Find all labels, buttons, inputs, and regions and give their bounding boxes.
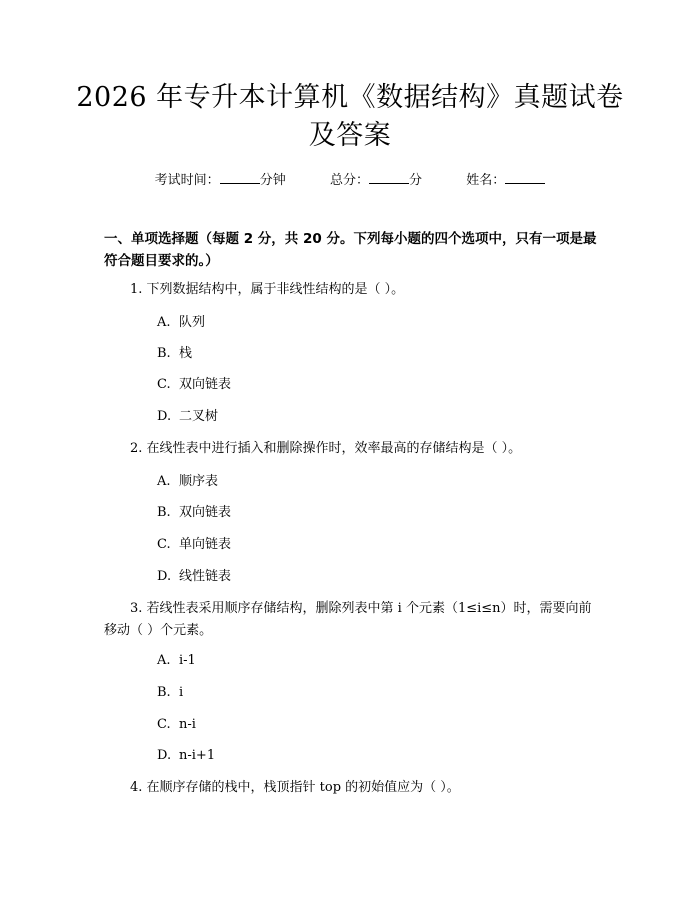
time-blank [220, 172, 260, 184]
option-text: n-i+1 [179, 748, 216, 763]
question-2: 2. 在线性表中进行插入和删除操作时，效率最高的存储结构是（ ）。 [130, 441, 522, 456]
score-label: 总分： [329, 173, 369, 188]
question-1-option-d [157, 408, 218, 426]
option-text: 栈 [179, 346, 193, 361]
score-unit: 分 [409, 173, 423, 188]
exam-title-line2: 及答案 [308, 120, 392, 151]
option-letter: A. [157, 653, 171, 668]
option-letter: C. [157, 377, 171, 392]
exam-title-line1: 2026 年专升本计算机《数据结构》真题试卷 [76, 82, 624, 113]
option-text: 单向链表 [179, 537, 232, 552]
question-4: 4. 在顺序存储的栈中，栈顶指针 top 的初始值应为（ ）。 [130, 780, 460, 795]
exam-meta [0, 169, 700, 188]
question-1-option-c [157, 376, 231, 394]
option-text: 线性链表 [179, 569, 232, 584]
question-2-option-a [157, 473, 218, 491]
question-2-option-d [157, 568, 231, 586]
question-2-option-b [157, 504, 231, 522]
question-3-option-a [157, 652, 196, 670]
option-letter: A. [157, 474, 171, 489]
option-text: 顺序表 [179, 474, 219, 489]
option-letter: D. [157, 409, 172, 424]
question-2-option-c [157, 536, 231, 554]
option-letter: D. [157, 748, 172, 763]
time-unit: 分钟 [259, 173, 286, 188]
question-3-option-b [157, 684, 183, 702]
option-text: i-1 [179, 653, 196, 668]
option-text: 双向链表 [179, 377, 232, 392]
option-text: 双向链表 [179, 505, 232, 520]
question-1: 1. 下列数据结构中，属于非线性结构的是（ ）。 [130, 282, 405, 297]
option-text: n-i [179, 717, 196, 732]
option-text: i [179, 685, 184, 700]
option-letter: B. [157, 685, 171, 700]
name-label: 姓名： [466, 173, 506, 188]
question-3: 3. 若线性表采用顺序存储结构，删除列表中第 i 个元素（1≤i≤n）时，需要向前移动（ ）个元素。 [104, 601, 592, 638]
option-text: 二叉树 [179, 409, 219, 424]
option-text: 队列 [179, 315, 206, 330]
option-letter: B. [157, 346, 171, 361]
section-heading: 一、单项选择题（每题 2 分，共 20 分。下列每小题的四个选项中，只有一项是最符合题目要求的。） [104, 231, 597, 269]
name-blank [505, 172, 545, 184]
question-3-option-c [157, 716, 196, 734]
time-label: 考试时间： [154, 173, 220, 188]
option-letter: B. [157, 505, 171, 520]
score-blank [369, 172, 409, 184]
option-letter: C. [157, 537, 171, 552]
question-3-option-d [157, 747, 215, 765]
question-1-option-a [157, 314, 205, 332]
option-letter: C. [157, 717, 171, 732]
option-letter: D. [157, 569, 172, 584]
option-letter: A. [157, 315, 171, 330]
question-1-option-b [157, 345, 192, 363]
